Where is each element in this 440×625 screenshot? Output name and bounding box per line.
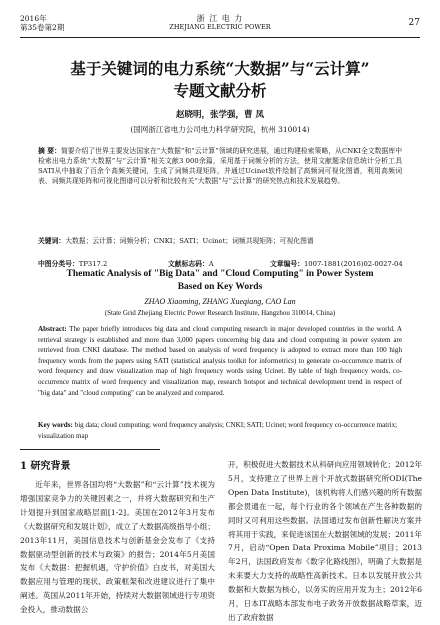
header-center (20, 14, 420, 32)
doc-code (168, 258, 214, 268)
keywords-zh-text: 大数据；云计算；词频分析；CNKI；SATI；Ucinet；词频共现矩阵；可视化图谱 (65, 237, 314, 245)
body-paragraph-right: 开，积极促进大数据技术从科研向应用领域转化；2012年5月，支持建立了世界上首个开放式数据研究所ODI(The Open Data Institute)，该机构将人们感兴趣的所有数据都会贯通在一起，每个行业的各个领域在产生各种数据的同时又可利用这些数据。法国通过发布创新性解决方案并将其用于实践，来促进该国在大数据领域的发展；2011年7月，启动“Open Data Proxima Mobile”项目；2013年2月，法国政府发布《数字化路线图》，明确了大数据是未来要大力支持的战略性高新技术。日本以发展开放公共数据和大数据为核心，以务实的应用开发为主；2012年6月，日本IT战略本部发布电子政务开放数据战略草案，迈出了政府数据 (228, 460, 422, 622)
keywords-zh (38, 236, 402, 246)
running-header (20, 14, 420, 36)
abstract-zh (38, 146, 402, 186)
authors: 赵晓明，张学强，曹 凤 (176, 110, 264, 120)
section-divider (20, 449, 160, 450)
clc-value: TP317.2 (78, 260, 108, 268)
article-number (270, 258, 403, 268)
en-title-line-1: Thematic Analysis of "Big Data" and "Cloud Computing" in Power System (66, 269, 374, 279)
abstract-zh-text: 简要介绍了世界主要发达国家在“大数据”和“云计算”领域的研究进展，通过构建检索策略，从CNKI全文数据库中检索出电力系统“大数据”与“云计算”相关文献3 000余篇，采用基于词频分析的方法，使用文献题录信息统计分析工具SATI从中抽取了百余个高频关键词，生成了词频共现矩阵，并通过Ucinet软件绘制了高频词可视化图谱，利用高频词表、词频共现矩阵和可视化图谱可以分析和比较有关“大数据”与“云计算”的研究热点和技术发展趋势。 (38, 147, 402, 185)
clc-number (38, 258, 107, 268)
title-line-2: 专题文献分析 (173, 81, 267, 100)
doc-label: 文献标志码： (168, 260, 209, 268)
keywords-zh-label: 关键词： (38, 237, 66, 245)
abstract-en (38, 324, 402, 398)
section-heading: 1 研究背景 (20, 461, 71, 472)
body-column-right (228, 458, 422, 625)
header-journal-en: ZHEJIANG ELECTRIC POWER (169, 23, 271, 31)
header-year: 2016年 (20, 14, 47, 23)
affiliation: (国网浙江省电力公司电力科学研究院，杭州 310014) (130, 125, 310, 134)
english-affiliation: (State Grid Zhejiang Electric Power Research Institute, Hangzhou 310014, China) (104, 309, 336, 317)
classification-row (38, 258, 402, 268)
paper-title (20, 58, 420, 102)
keywords-en-text: big data; cloud computing; word frequency analysis; CNKI; SATI; Ucinet; word frequency co-occurrence matrix; visualization map (38, 421, 398, 440)
art-label: 文章编号： (270, 260, 304, 268)
clc-label: 中图分类号： (38, 260, 79, 268)
english-title (38, 268, 402, 294)
body-column-left (20, 458, 215, 617)
doc-value: A (208, 260, 214, 268)
abstract-en-text: The paper briefly introduces big data and cloud computing research in major developed countries in the world. A retrieval strategy is established and more than 3,000 papers concerning big data and cloud computing in power system are retrieved from CNKI database. The method based on analysis of word frequency is adopted to extract more than 100 high frequency words from the papers using SATI (statistical analysis toolkit for informetrics) to generate co-occurrence matrix of word frequency and draw visualization map of high frequency words using Ucinet. By table of high frequency words, co-occurrence matrix of word frequency and visualization map, research hotspot and technical development trend in respect of "big data" and "cloud computing" can be analyzed and compared. (38, 325, 402, 397)
abstract-zh-label: 摘 要： (38, 147, 61, 155)
en-title-line-2: Based on Key Words (177, 282, 263, 292)
keywords-en (38, 420, 402, 441)
abstract-en-label: Abstract: (38, 325, 67, 333)
title-line-1: 基于关键词的电力系统“大数据”与“云计算” (70, 59, 370, 78)
body-paragraph-left: 近年来，世界各国均将“大数据”和“云计算”技术视为增强国家竞争力的关键因素之一，并将大数据研究和生产计划提升到国家战略层面[1-2]。美国在2012年3月发布《大数据研究和发展计划》，成立了大数据高级指导小组；2013年11月，美国信息技术与创新基金会发布了《支持数据驱动型创新的技术与政策》的报告；2014年5月美国发布《大数据：把握机遇，守护价值》白皮书，对美国大数据应用与管理的现状、政策框架和改进建议进行了集中阐述。英国从2011年开始，持续对大数据领域进行专项资金投入，推动数据公 (20, 480, 215, 615)
english-authors: ZHAO Xiaoming, ZHANG Xueqiang, CAO Lan (144, 297, 296, 306)
header-rule (20, 37, 420, 38)
art-value: 1007-1881(2016)02-0027-04 (303, 260, 403, 268)
header-journal-zh: 浙 江 电 力 (196, 14, 244, 23)
keywords-en-label: Key words: (38, 421, 73, 429)
header-issue: 第35卷第2期 (20, 23, 65, 32)
page-number: 27 (408, 18, 420, 28)
